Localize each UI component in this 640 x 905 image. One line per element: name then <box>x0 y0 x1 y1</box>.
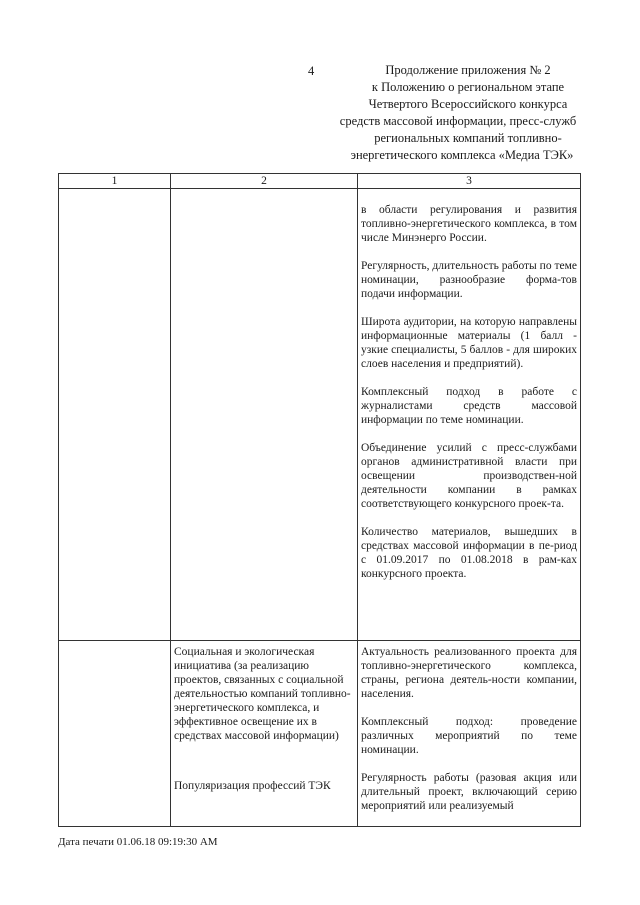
page-number: 4 <box>308 64 315 78</box>
print-date: Дата печати 01.06.18 09:19:30 AM <box>58 836 218 848</box>
criterion-text: Актуальность реализованного проекта для топливно-энергетического комплекса, страны, региона деятель-ности компании, населения. <box>361 646 577 700</box>
cell-col1 <box>59 641 171 827</box>
cell-criteria <box>358 189 581 641</box>
criterion-text: Широта аудитории, на которую направлены информационные материалы (1 балл - узкие специалисты, 5 баллов - для широких слоев населения и предприятий). <box>361 316 577 370</box>
criterion-text: Регулярность, длительность работы по теме номинации, разнообразие форма-тов подачи информации. <box>361 260 577 300</box>
caption-line: Продолжение приложения № 2 <box>385 63 551 77</box>
criterion-text: Комплексный подход в работе с журналистами средств массовой информации по теме номинации. <box>361 386 577 426</box>
column-header-3: 3 <box>358 174 581 189</box>
criteria-table <box>58 173 581 827</box>
cell-col1 <box>59 189 171 641</box>
caption-line: средств массовой информации, пресс-служб <box>339 114 577 128</box>
criterion-text: Объединение усилий с пресс-службами органов административной власти при освещении производствен-ной деятельности компании в рамках соответствующего конкурсного проек-та. <box>361 442 577 510</box>
column-header-1: 1 <box>59 174 171 189</box>
cell-col2 <box>171 189 358 641</box>
criterion-text: в области регулирования и развития топливно-энергетического комплекса, в том числе Минэнерго России. <box>361 204 577 244</box>
caption-line: региональных компаний топливно- <box>374 131 562 145</box>
caption-line: к Положению о региональном этапе <box>371 80 565 94</box>
cell-criteria <box>358 641 581 827</box>
criterion-text: Регулярность работы (разовая акция или длительный проект, включающий серию мероприятий или реализуемый <box>361 772 577 812</box>
table-row <box>59 189 581 641</box>
criterion-text: Количество материалов, вышедших в средствах массовой информации в пе-риод с 01.09.2017 по 01.08.2018 в рам-ках конкурсного проекта. <box>361 526 577 580</box>
nomination-title: Популяризация профессий ТЭК <box>174 780 331 792</box>
caption-line: Четвертого Всероссийского конкурса <box>368 97 568 111</box>
nomination-title: Социальная и экологическая инициатива (за реализацию проектов, связанных с социальной деятельностью компаний топливно-энергетического комплекса, и эффективное освещение их в средствах массовой информации) <box>174 646 351 742</box>
column-header-2: 2 <box>171 174 358 189</box>
criterion-text: Комплексный подход: проведение различных мероприятий по теме номинации. <box>361 716 577 756</box>
table-header-row <box>59 174 581 189</box>
caption-line: энергетического комплекса «Медиа ТЭК» <box>350 148 574 162</box>
table-row <box>59 641 581 827</box>
cell-nomination <box>171 641 358 827</box>
appendix-caption <box>336 62 612 164</box>
